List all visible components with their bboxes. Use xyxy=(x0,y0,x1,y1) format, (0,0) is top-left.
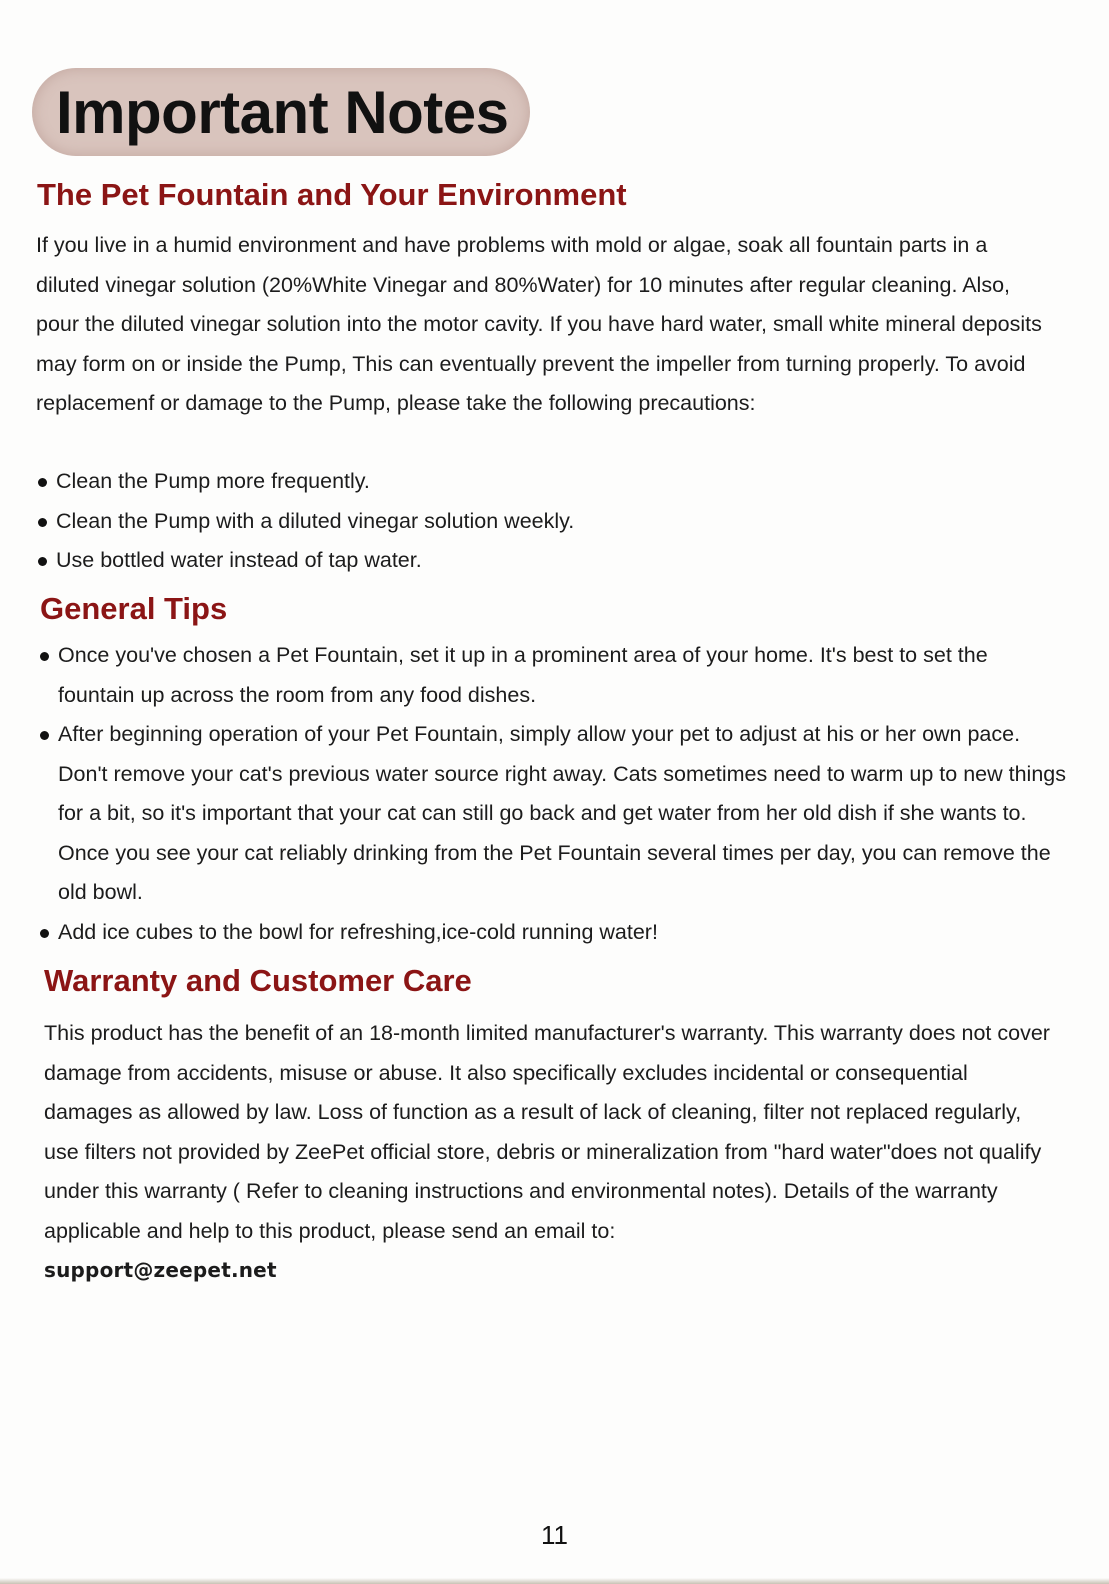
support-email: support@zeepet.net xyxy=(44,1258,277,1282)
page-bottom-edge xyxy=(0,1578,1109,1584)
page-title: Important Notes xyxy=(56,79,509,146)
page-number: 11 xyxy=(541,1520,568,1550)
bullet-icon xyxy=(38,478,47,487)
bullet-icon xyxy=(38,518,47,527)
list-item: Add ice cubes to the bowl for refreshing,ice-cold running water! xyxy=(38,913,1068,953)
bullet-icon xyxy=(40,652,49,661)
list-item: Clean the Pump with a diluted vinegar solution weekly. xyxy=(36,502,1036,542)
general-tips-heading: General Tips xyxy=(40,591,228,626)
bullet-icon xyxy=(40,731,49,740)
environment-heading: The Pet Fountain and Your Environment xyxy=(37,177,627,212)
environment-bullet-list xyxy=(36,462,1036,581)
warranty-text: This product has the benefit of an 18-month limited manufacturer's warranty. This warranty does not cover damage from accidents, misuse or abuse. It also specifically excludes incidental or consequential damages as allowed by law. Loss of function as a result of lack of cleaning, filter not replaced regularly, use filters not provided by ZeePet official store, debris or mineralization from "hard water"does not qualify under this warranty ( Refer to cleaning instructions and environmental notes). Details of the warranty applicable and help to this product, please send an email to: xyxy=(44,1021,1050,1243)
bullet-icon xyxy=(38,557,47,566)
tips-bullet-list xyxy=(38,636,1068,952)
bullet-icon xyxy=(40,929,49,938)
list-item: Use bottled water instead of tap water. xyxy=(36,541,1036,581)
list-item: After beginning operation of your Pet Fountain, simply allow your pet to adjust at his or her own pace. Don't remove your cat's previous water source right away. Cats sometimes need to warm up to new things for a bit, so it's important that your cat can still go back and get water from her old dish if she wants to. Once you see your cat reliably drinking from the Pet Fountain several times per day, you can remove the old bowl. xyxy=(38,715,1068,913)
list-item: Once you've chosen a Pet Fountain, set it up in a prominent area of your home. It's best to set the fountain up across the room from any food dishes. xyxy=(38,636,1068,715)
list-item: Clean the Pump more frequently. xyxy=(36,462,1036,502)
warranty-paragraph xyxy=(44,1014,1052,1291)
warranty-heading: Warranty and Customer Care xyxy=(44,963,472,998)
environment-paragraph: If you live in a humid environment and have problems with mold or algae, soak all fountain parts in a diluted vinegar solution (20%White Vinegar and 80%Water) for 10 minutes after regular cleaning. Also, pour the diluted vinegar solution into the motor cavity. If you have hard water, small white mineral deposits may form on or inside the Pump, This can eventually prevent the impeller from turning properly. To avoid replacemenf or damage to the Pump, please take the following precautions: xyxy=(36,233,1042,415)
